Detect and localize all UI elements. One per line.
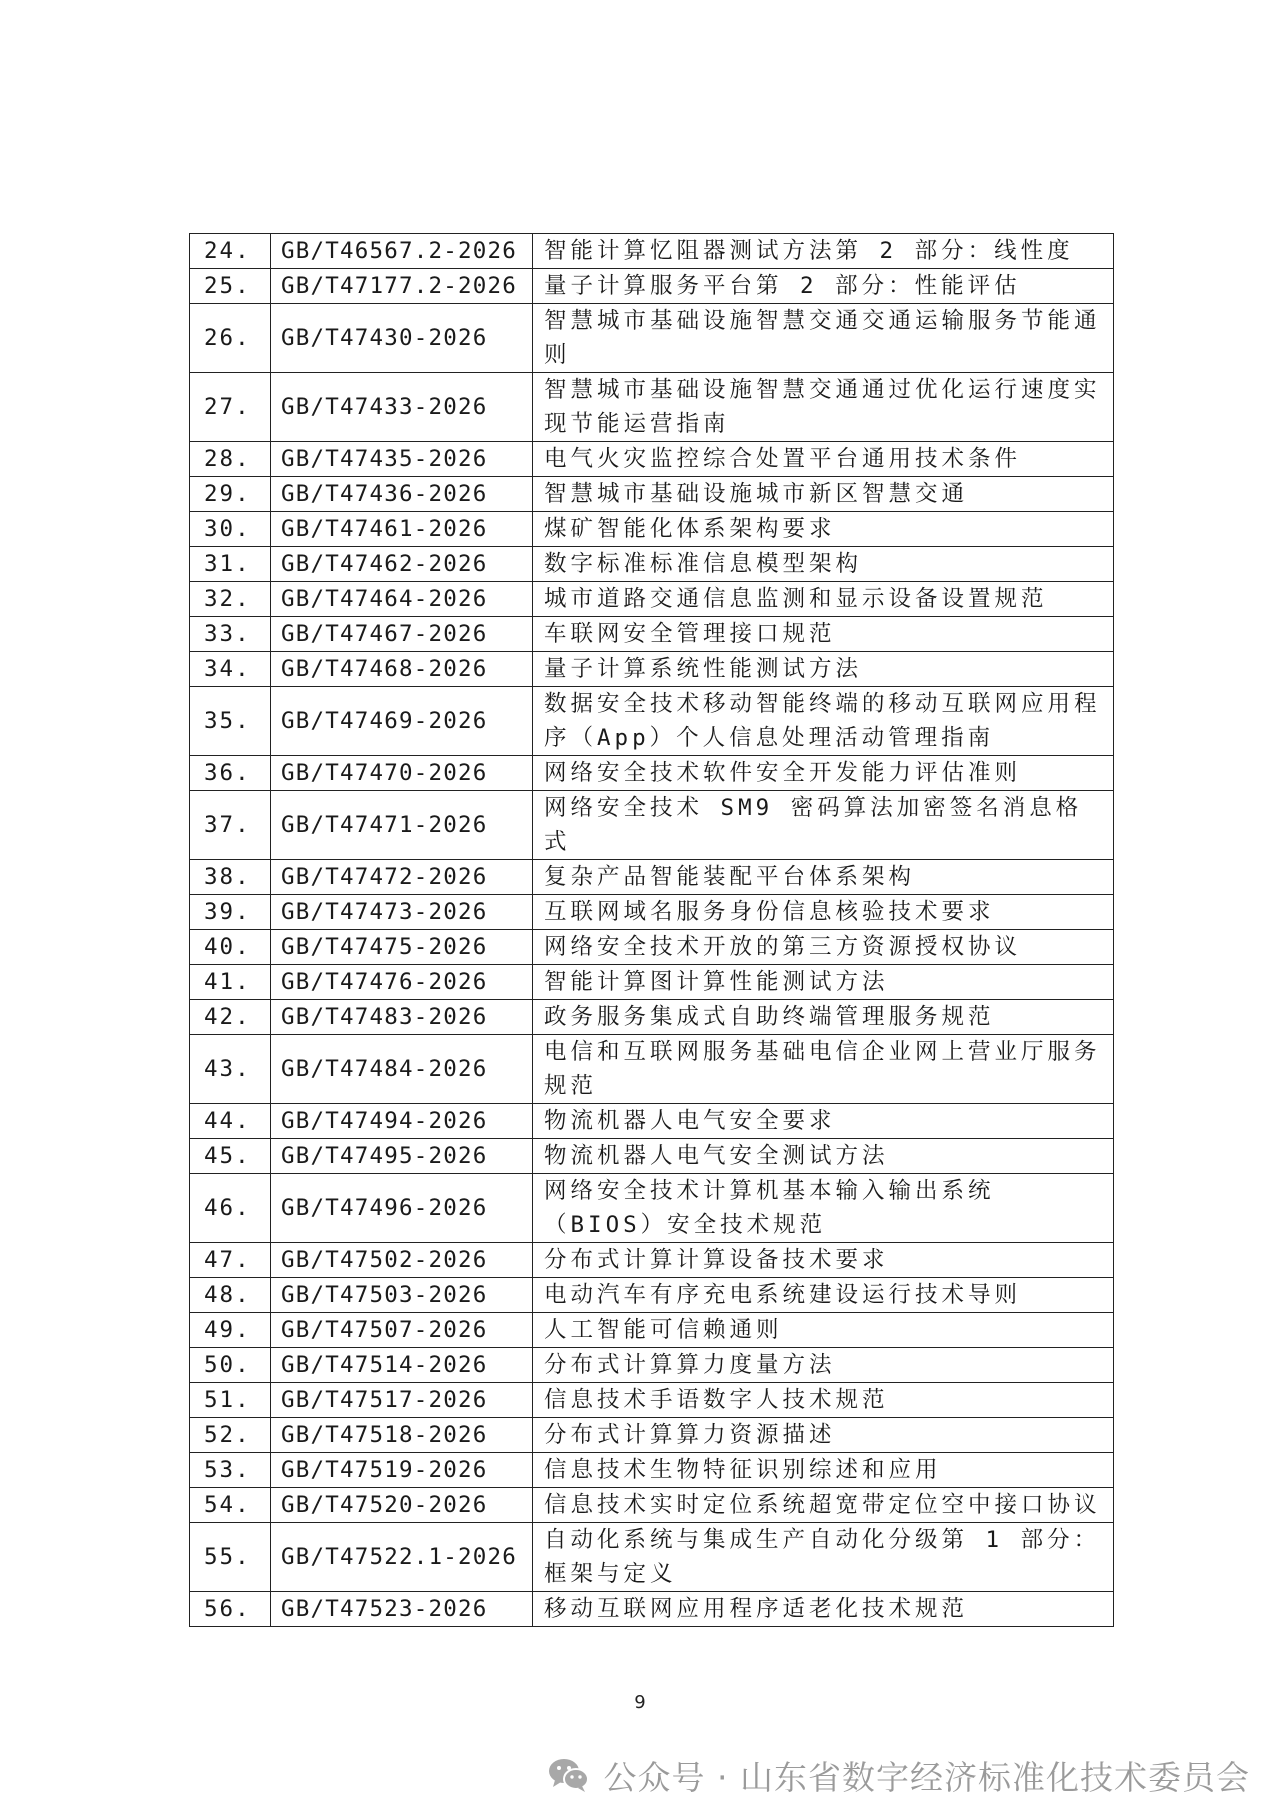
standard-name-cell: 物流机器人电气安全要求: [533, 1104, 1114, 1139]
standard-code-cell: GB/T47520-2026: [271, 1488, 533, 1523]
row-number-cell: 35.: [190, 687, 271, 756]
row-number-cell: 56.: [190, 1592, 271, 1627]
standard-code-cell: GB/T47471-2026: [271, 791, 533, 860]
row-number-cell: 34.: [190, 652, 271, 687]
table-row: [190, 582, 1114, 617]
row-number-cell: 41.: [190, 965, 271, 1000]
standard-name-cell: 移动互联网应用程序适老化技术规范: [533, 1592, 1114, 1627]
row-number-cell: 40.: [190, 930, 271, 965]
standard-code-cell: GB/T47472-2026: [271, 860, 533, 895]
table-row: [190, 895, 1114, 930]
standard-code-cell: GB/T47495-2026: [271, 1139, 533, 1174]
table-row: [190, 269, 1114, 304]
row-number-cell: 39.: [190, 895, 271, 930]
standard-code-cell: GB/T47496-2026: [271, 1174, 533, 1243]
standard-code-cell: GB/T47464-2026: [271, 582, 533, 617]
table-row: [190, 1104, 1114, 1139]
row-number-cell: 30.: [190, 512, 271, 547]
standard-code-cell: GB/T47483-2026: [271, 1000, 533, 1035]
row-number-cell: 54.: [190, 1488, 271, 1523]
row-number-cell: 52.: [190, 1418, 271, 1453]
row-number-cell: 43.: [190, 1035, 271, 1104]
standard-name-cell: 网络安全技术开放的第三方资源授权协议: [533, 930, 1114, 965]
standard-name-cell: 煤矿智能化体系架构要求: [533, 512, 1114, 547]
standard-name-cell: 分布式计算算力度量方法: [533, 1348, 1114, 1383]
table-row: [190, 860, 1114, 895]
standard-code-cell: GB/T47461-2026: [271, 512, 533, 547]
standard-code-cell: GB/T47177.2-2026: [271, 269, 533, 304]
standard-name-cell: 智慧城市基础设施智慧交通交通运输服务节能通则: [533, 304, 1114, 373]
standard-name-cell: 电信和互联网服务基础电信企业网上营业厅服务规范: [533, 1035, 1114, 1104]
standard-code-cell: GB/T47475-2026: [271, 930, 533, 965]
standard-name-cell: 数据安全技术移动智能终端的移动互联网应用程序（App）个人信息处理活动管理指南: [533, 687, 1114, 756]
standard-name-cell: 网络安全技术计算机基本输入输出系统（BIOS）安全技术规范: [533, 1174, 1114, 1243]
table-row: [190, 1174, 1114, 1243]
page-number: 9: [634, 1692, 646, 1713]
row-number-cell: 48.: [190, 1278, 271, 1313]
row-number-cell: 50.: [190, 1348, 271, 1383]
wechat-icon: [546, 1755, 592, 1795]
standard-name-cell: 智慧城市基础设施智慧交通通过优化运行速度实现节能运营指南: [533, 373, 1114, 442]
row-number-cell: 53.: [190, 1453, 271, 1488]
row-number-cell: 33.: [190, 617, 271, 652]
standard-code-cell: GB/T47502-2026: [271, 1243, 533, 1278]
table-row: [190, 1139, 1114, 1174]
standard-name-cell: 电气火灾监控综合处置平台通用技术条件: [533, 442, 1114, 477]
standard-code-cell: GB/T47468-2026: [271, 652, 533, 687]
standard-code-cell: GB/T47522.1-2026: [271, 1523, 533, 1592]
standard-name-cell: 互联网域名服务身份信息核验技术要求: [533, 895, 1114, 930]
table-row: [190, 1313, 1114, 1348]
standard-name-cell: 量子计算系统性能测试方法: [533, 652, 1114, 687]
standard-name-cell: 智能计算忆阻器测试方法第 2 部分：线性度: [533, 234, 1114, 269]
row-number-cell: 47.: [190, 1243, 271, 1278]
row-number-cell: 46.: [190, 1174, 271, 1243]
standard-code-cell: GB/T47507-2026: [271, 1313, 533, 1348]
standard-name-cell: 物流机器人电气安全测试方法: [533, 1139, 1114, 1174]
standard-code-cell: GB/T47517-2026: [271, 1383, 533, 1418]
row-number-cell: 26.: [190, 304, 271, 373]
table-row: [190, 442, 1114, 477]
standard-name-cell: 智能计算图计算性能测试方法: [533, 965, 1114, 1000]
table-row: [190, 1243, 1114, 1278]
standard-code-cell: GB/T47436-2026: [271, 477, 533, 512]
table-row: [190, 687, 1114, 756]
row-number-cell: 28.: [190, 442, 271, 477]
table-row: [190, 1418, 1114, 1453]
table-row: [190, 930, 1114, 965]
standards-table-body: [190, 234, 1114, 1627]
standard-name-cell: 城市道路交通信息监测和显示设备设置规范: [533, 582, 1114, 617]
table-row: [190, 1348, 1114, 1383]
standard-code-cell: GB/T46567.2-2026: [271, 234, 533, 269]
table-row: [190, 373, 1114, 442]
table-row: [190, 617, 1114, 652]
table-row: [190, 477, 1114, 512]
standard-code-cell: GB/T47494-2026: [271, 1104, 533, 1139]
row-number-cell: 24.: [190, 234, 271, 269]
table-row: [190, 512, 1114, 547]
table-row: [190, 234, 1114, 269]
standard-name-cell: 政务服务集成式自助终端管理服务规范: [533, 1000, 1114, 1035]
standard-name-cell: 复杂产品智能装配平台体系架构: [533, 860, 1114, 895]
standard-name-cell: 分布式计算算力资源描述: [533, 1418, 1114, 1453]
row-number-cell: 31.: [190, 547, 271, 582]
standard-code-cell: GB/T47433-2026: [271, 373, 533, 442]
standard-code-cell: GB/T47470-2026: [271, 756, 533, 791]
standard-code-cell: GB/T47462-2026: [271, 547, 533, 582]
table-row: [190, 652, 1114, 687]
standard-code-cell: GB/T47514-2026: [271, 1348, 533, 1383]
table-row: [190, 791, 1114, 860]
table-row: [190, 1453, 1114, 1488]
standard-code-cell: GB/T47484-2026: [271, 1035, 533, 1104]
standard-name-cell: 网络安全技术 SM9 密码算法加密签名消息格式: [533, 791, 1114, 860]
watermark: [546, 1750, 1250, 1800]
table-row: [190, 1592, 1114, 1627]
standard-name-cell: 网络安全技术软件安全开发能力评估准则: [533, 756, 1114, 791]
watermark-text: 公众号 · 山东省数字经济标准化技术委员会: [603, 1757, 1250, 1797]
table-row: [190, 1383, 1114, 1418]
row-number-cell: 27.: [190, 373, 271, 442]
standard-code-cell: GB/T47503-2026: [271, 1278, 533, 1313]
row-number-cell: 49.: [190, 1313, 271, 1348]
table-row: [190, 756, 1114, 791]
table-row: [190, 1488, 1114, 1523]
standard-name-cell: 数字标准标准信息模型架构: [533, 547, 1114, 582]
table-row: [190, 1035, 1114, 1104]
standards-table: [189, 233, 1114, 1627]
row-number-cell: 44.: [190, 1104, 271, 1139]
standard-code-cell: GB/T47469-2026: [271, 687, 533, 756]
standard-code-cell: GB/T47430-2026: [271, 304, 533, 373]
table-row: [190, 304, 1114, 373]
standard-name-cell: 人工智能可信赖通则: [533, 1313, 1114, 1348]
row-number-cell: 38.: [190, 860, 271, 895]
table-row: [190, 1278, 1114, 1313]
standard-code-cell: GB/T47476-2026: [271, 965, 533, 1000]
standard-code-cell: GB/T47523-2026: [271, 1592, 533, 1627]
standard-code-cell: GB/T47467-2026: [271, 617, 533, 652]
row-number-cell: 55.: [190, 1523, 271, 1592]
row-number-cell: 32.: [190, 582, 271, 617]
row-number-cell: 45.: [190, 1139, 271, 1174]
row-number-cell: 36.: [190, 756, 271, 791]
standard-code-cell: GB/T47473-2026: [271, 895, 533, 930]
standard-name-cell: 分布式计算计算设备技术要求: [533, 1243, 1114, 1278]
row-number-cell: 42.: [190, 1000, 271, 1035]
row-number-cell: 37.: [190, 791, 271, 860]
table-row: [190, 1000, 1114, 1035]
row-number-cell: 25.: [190, 269, 271, 304]
row-number-cell: 51.: [190, 1383, 271, 1418]
standard-code-cell: GB/T47519-2026: [271, 1453, 533, 1488]
standard-name-cell: 信息技术实时定位系统超宽带定位空中接口协议: [533, 1488, 1114, 1523]
standard-name-cell: 信息技术手语数字人技术规范: [533, 1383, 1114, 1418]
standard-name-cell: 电动汽车有序充电系统建设运行技术导则: [533, 1278, 1114, 1313]
standard-code-cell: GB/T47518-2026: [271, 1418, 533, 1453]
standard-name-cell: 车联网安全管理接口规范: [533, 617, 1114, 652]
standard-name-cell: 信息技术生物特征识别综述和应用: [533, 1453, 1114, 1488]
standard-name-cell: 智慧城市基础设施城市新区智慧交通: [533, 477, 1114, 512]
table-row: [190, 965, 1114, 1000]
table-row: [190, 1523, 1114, 1592]
standard-name-cell: 自动化系统与集成生产自动化分级第 1 部分：框架与定义: [533, 1523, 1114, 1592]
row-number-cell: 29.: [190, 477, 271, 512]
standard-code-cell: GB/T47435-2026: [271, 442, 533, 477]
standard-name-cell: 量子计算服务平台第 2 部分：性能评估: [533, 269, 1114, 304]
table-row: [190, 547, 1114, 582]
